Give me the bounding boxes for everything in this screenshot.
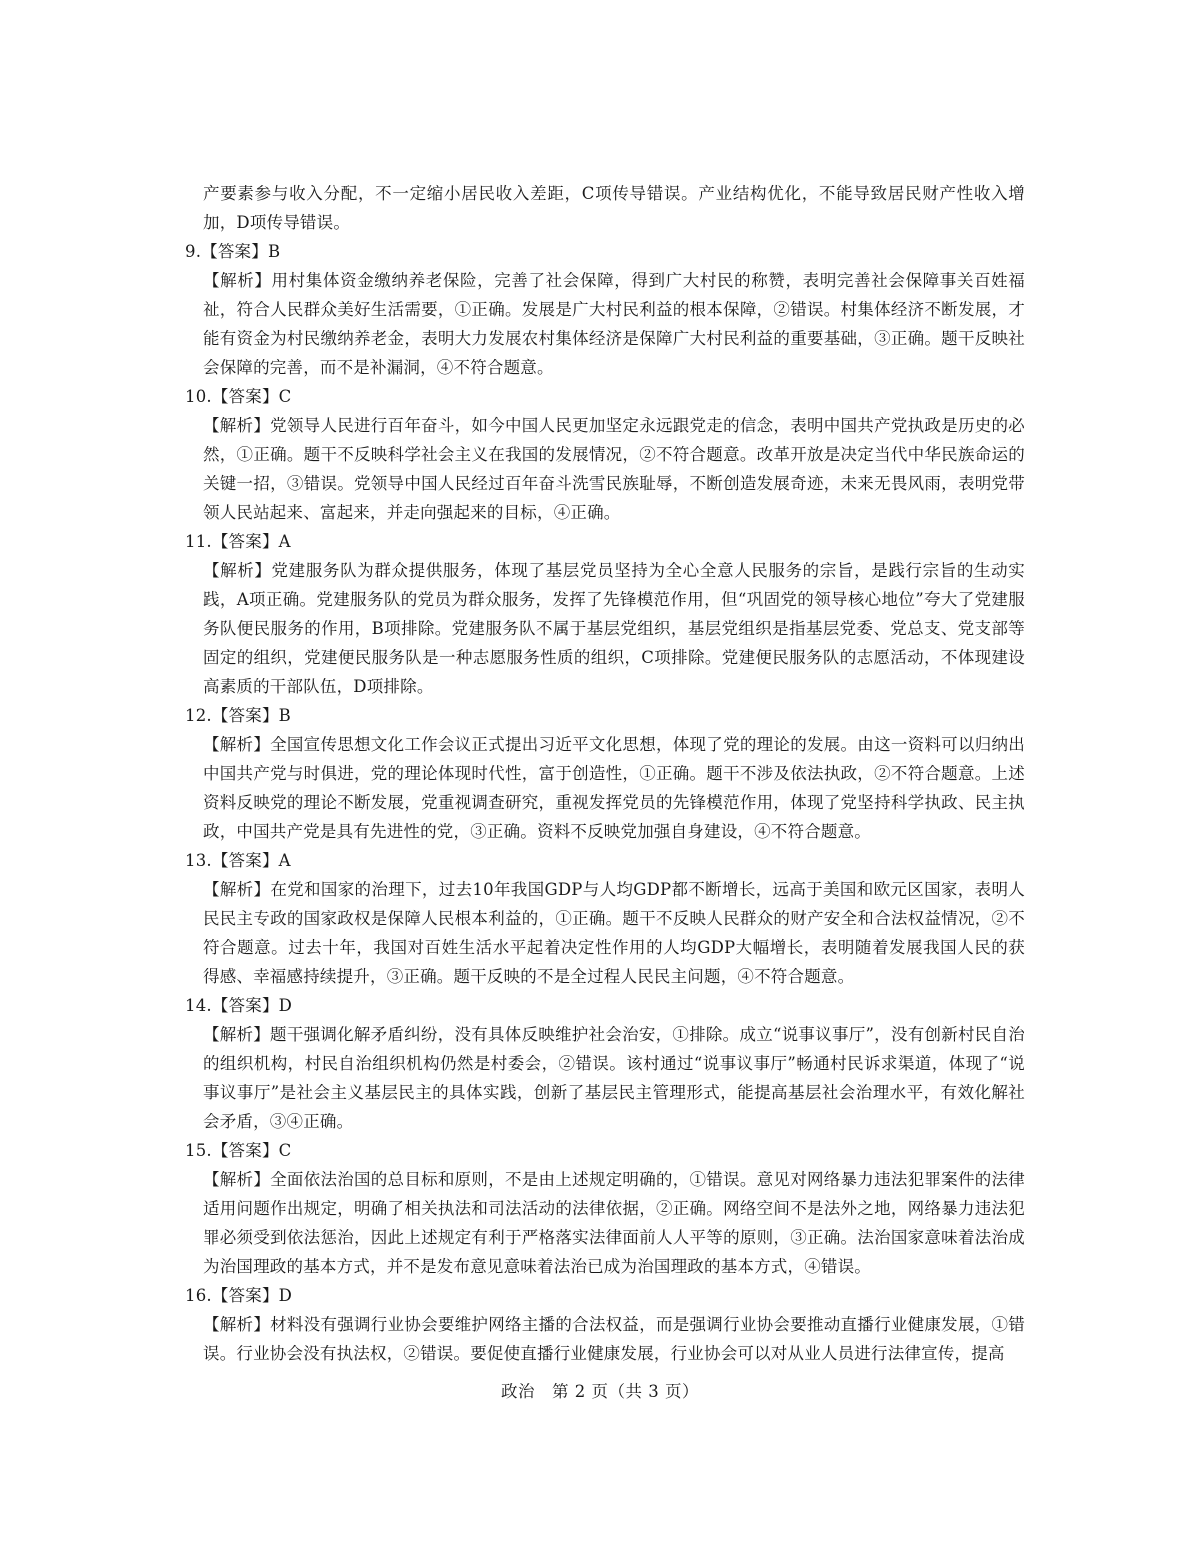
answer-item-10 — [185, 382, 1025, 527]
answer-item-13 — [185, 846, 1025, 991]
answer-item-16 — [185, 1281, 1025, 1368]
answer-key-content — [185, 179, 1025, 1368]
page-footer: 政治 第 2 页（共 3 页） — [501, 1382, 699, 1401]
analysis-paragraph: 【解析】在党和国家的治理下，过去10年我国GDP与人均GDP都不断增长，远高于美国和欧元区国家，表明人民民主专政的国家政权是保障人民根本利益的，①正确。题干不反映人民群众的财产安全和合法权益情况，②不符合题意。过去十年，我国对百姓生活水平起着决定性作用的人均GDP大幅增长，表明随着发展我国人民的获得感、幸福感持续提升，③正确。题干反映的不是全过程人民民主问题，④不符合题意。 — [203, 880, 1025, 986]
answer-item-11 — [185, 527, 1025, 701]
answer-item-12 — [185, 701, 1025, 846]
answer-item-15 — [185, 1136, 1025, 1281]
answer-line: 15.【答案】C — [185, 1141, 292, 1160]
analysis-paragraph: 【解析】全面依法治国的总目标和原则，不是由上述规定明确的，①错误。意见对网络暴力违法犯罪案件的法律适用问题作出规定，明确了相关执法和司法活动的法律依据，②正确。网络空间不是法外之地，网络暴力违法犯罪必须受到依法惩治，因此上述规定有利于严格落实法律面前人人平等的原则，③正确。法治国家意味着法治成为治国理政的基本方式，并不是发布意见意味着法治已成为治国理政的基本方式，④错误。 — [203, 1170, 1025, 1276]
answer-line: 9.【答案】B — [185, 242, 281, 261]
analysis-paragraph: 【解析】用村集体资金缴纳养老保险，完善了社会保障，得到广大村民的称赞，表明完善社会保障事关百姓福祉，符合人民群众美好生活需要，①正确。发展是广大村民利益的根本保障，②错误。村集体经济不断发展，才能有资金为村民缴纳养老金，表明大力发展农村集体经济是保障广大村民利益的重要基础，③正确。题干反映社会保障的完善，而不是补漏洞，④不符合题意。 — [203, 271, 1025, 377]
answer-line: 16.【答案】D — [185, 1286, 293, 1305]
answer-line: 11.【答案】A — [185, 532, 291, 551]
analysis-paragraph: 【解析】题干强调化解矛盾纠纷，没有具体反映维护社会治安，①排除。成立“说事议事厅”，没有创新村民自治的组织机构，村民自治组织机构仍然是村委会，②错误。该村通过“说事议事厅”畅通村民诉求渠道，体现了“说事议事厅”是社会主义基层民主的具体实践，创新了基层民主管理形式，能提高基层社会治理水平，有效化解社会矛盾，③④正确。 — [203, 1025, 1025, 1131]
intro-paragraph: 产要素参与收入分配，不一定缩小居民收入差距，C项传导错误。产业结构优化，不能导致居民财产性收入增加，D项传导错误。 — [203, 184, 1025, 232]
analysis-paragraph: 【解析】党领导人民进行百年奋斗，如今中国人民更加坚定永远跟党走的信念，表明中国共产党执政是历史的必然，①正确。题干不反映科学社会主义在我国的发展情况，②不符合题意。改革开放是决定当代中华民族命运的关键一招，③错误。党领导中国人民经过百年奋斗洗雪民族耻辱，不断创造发展奇迹，未来无畏风雨，表明党带领人民站起来、富起来，并走向强起来的目标，④正确。 — [203, 416, 1025, 522]
analysis-paragraph: 【解析】全国宣传思想文化工作会议正式提出习近平文化思想，体现了党的理论的发展。由这一资料可以归纳出中国共产党与时俱进，党的理论体现时代性，富于创造性，①正确。题干不涉及依法执政，②不符合题意。上述资料反映党的理论不断发展，党重视调查研究，重视发挥党员的先锋模范作用，体现了党坚持科学执政、民主执政，中国共产党是具有先进性的党，③正确。资料不反映党加强自身建设，④不符合题意。 — [203, 735, 1025, 841]
analysis-paragraph: 【解析】材料没有强调行业协会要维护网络主播的合法权益，而是强调行业协会要推动直播行业健康发展，①错误。行业协会没有执法权，②错误。要促使直播行业健康发展，行业协会可以对从业人员进行法律宣传，提高 — [203, 1315, 1025, 1363]
answer-item-9 — [185, 237, 1025, 382]
analysis-paragraph: 【解析】党建服务队为群众提供服务，体现了基层党员坚持为全心全意人民服务的宗旨，是践行宗旨的生动实践，A项正确。党建服务队的党员为群众服务，发挥了先锋模范作用，但“巩固党的领导核心地位”夸大了党建服务队便民服务的作用，B项排除。党建服务队不属于基层党组织，基层党组织是指基层党委、党总支、党支部等固定的组织，党建便民服务队是一种志愿服务性质的组织，C项排除。党建便民服务队的志愿活动，不体现建设高素质的干部队伍，D项排除。 — [203, 561, 1025, 696]
answer-line: 14.【答案】D — [185, 996, 293, 1015]
answer-line: 10.【答案】C — [185, 387, 292, 406]
answer-line: 12.【答案】B — [185, 706, 291, 725]
answer-item-14 — [185, 991, 1025, 1136]
answer-line: 13.【答案】A — [185, 851, 291, 870]
